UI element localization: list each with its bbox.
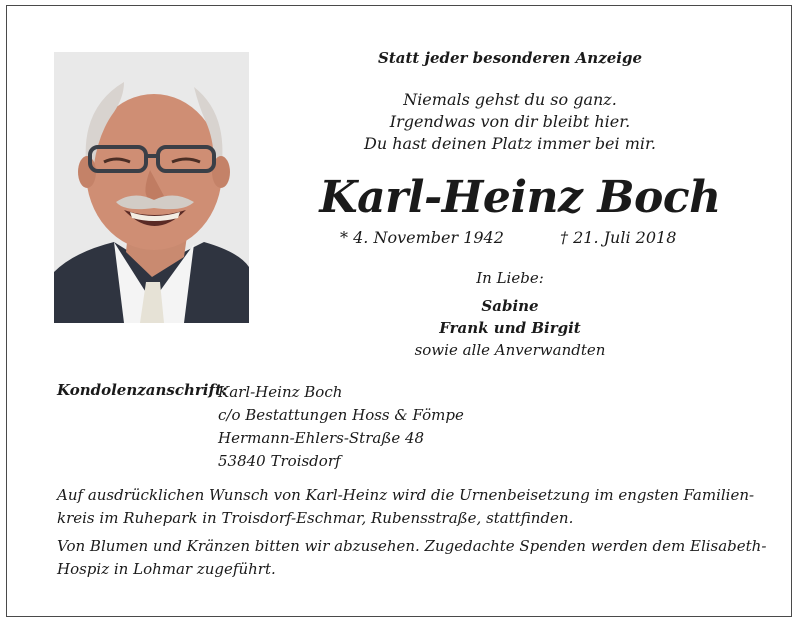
portrait-illustration: [54, 52, 249, 323]
family-member: Sabine: [481, 297, 539, 315]
condolence-address: [218, 381, 464, 473]
paragraph-line: Von Blumen und Kränzen bitten wir abzusehen. Zugedachte Spenden werden dem Elisabeth-: [57, 537, 767, 555]
death-date: † 21. Juli 2018: [560, 228, 677, 247]
address-line: Karl-Heinz Boch: [218, 383, 343, 401]
poem-line: Niemals gehst du so ganz.: [403, 90, 617, 109]
portrait-photo: [54, 52, 249, 323]
in-love-label: In Liebe:: [476, 269, 544, 287]
header-line: Statt jeder besonderen Anzeige: [377, 49, 643, 67]
birth-date: * 4. November 1942: [340, 228, 504, 247]
condolence-label: Kondolenzanschrift:: [57, 381, 228, 399]
burial-paragraph: [57, 484, 755, 530]
family-member: Frank und Birgit: [439, 319, 581, 337]
paragraph-line: kreis im Ruhepark in Troisdorf-Eschmar, Rubensstraße, stattfinden.: [57, 509, 574, 527]
paragraph-line: Auf ausdrücklichen Wunsch von Karl-Heinz wird die Urnenbeisetzung im engsten Familien-: [57, 486, 755, 504]
deceased-name: Karl-Heinz Boch: [319, 172, 721, 223]
family-member: sowie alle Anverwandten: [414, 341, 606, 359]
address-line: 53840 Troisdorf: [218, 452, 341, 470]
poem: [300, 89, 720, 155]
donation-paragraph: [57, 535, 767, 581]
address-line: Hermann-Ehlers-Straße 48: [218, 429, 425, 447]
poem-line: Du hast deinen Platz immer bei mir.: [364, 134, 656, 153]
paragraph-line: Hospiz in Lohmar zugeführt.: [57, 560, 276, 578]
poem-line: Irgendwas von dir bleibt hier.: [389, 112, 631, 131]
address-line: c/o Bestattungen Hoss & Fömpe: [218, 406, 464, 424]
